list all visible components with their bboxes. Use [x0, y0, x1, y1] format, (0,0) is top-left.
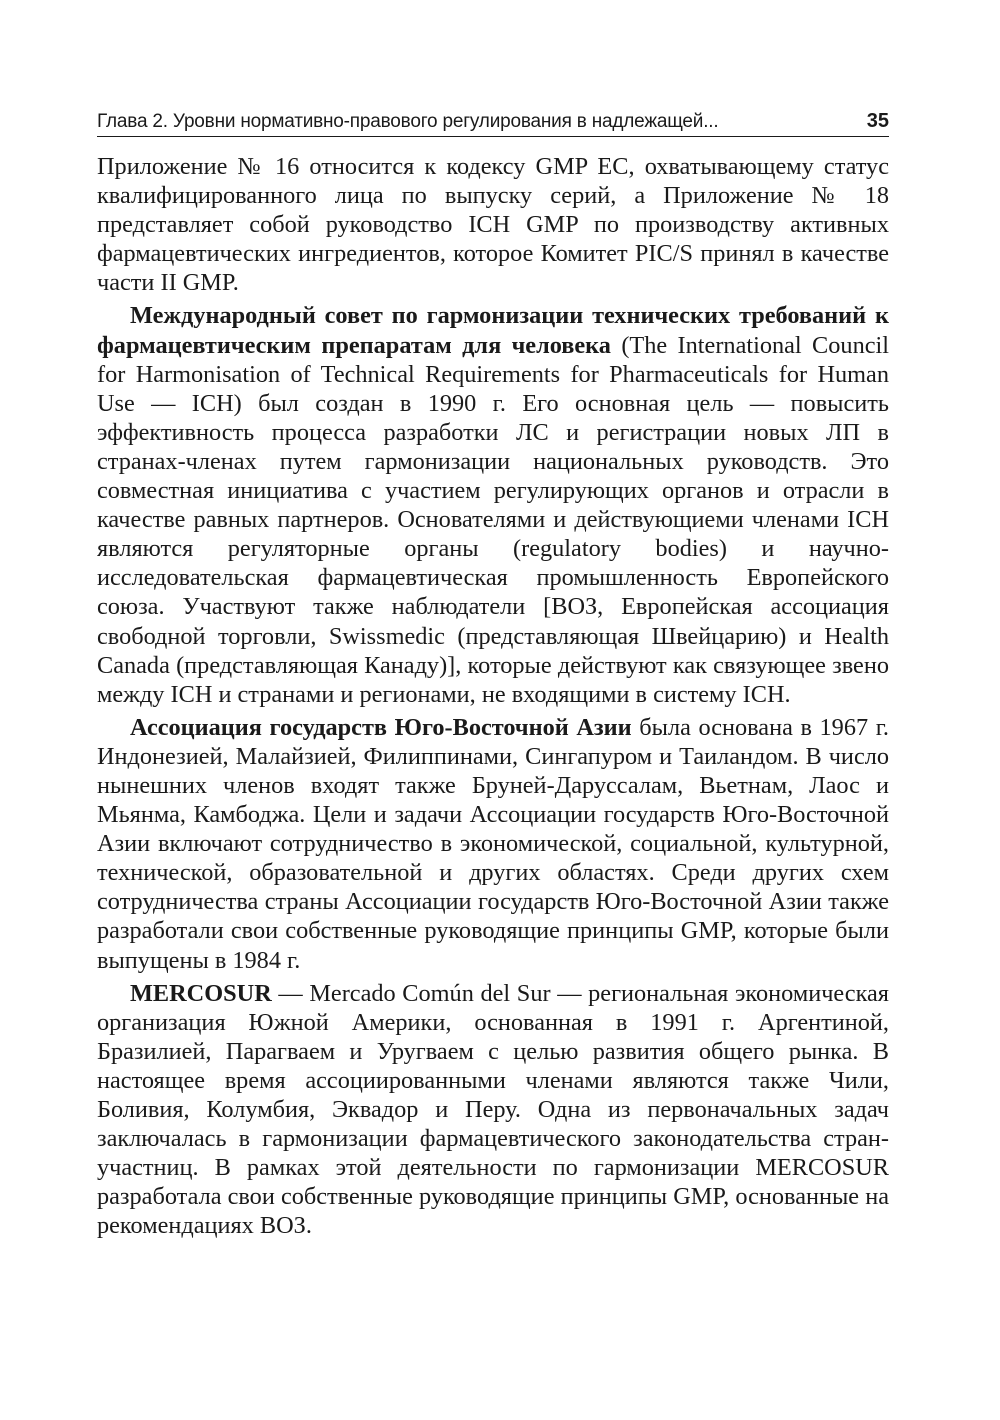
paragraph-annex — [97, 152, 889, 297]
paragraph-text: была основана в 1967 г. Индонезией, Малайзией, Филиппинами, Сингапуром и Таиландом. В число нынешних членов входят также Бруней-Даруссалам, Вьетнам, Лаос и Мьянма, Камбоджа. Цели и задачи Ассоциации государств Юго-Восточной Азии включают сотрудничество в экономической, социальной, культурной, технической, образовательной и других областях. Среди других схем сотрудничества страны Ассоциации государств Юго-Восточной Азии также разработали свои собственные руководящие принципы GMP, которые были выпущены в 1984 г. — [97, 713, 890, 974]
paragraph-lead-term: Международный совет по гармонизации технических требований к фармацевтическим препаратам для человека — [97, 302, 889, 359]
page-number: 35 — [866, 110, 889, 132]
paragraph-mercosur — [97, 979, 889, 1241]
body-text — [97, 152, 889, 1240]
paragraph-lead-term: Ассоциация государств Юго-Восточной Азии — [130, 713, 632, 741]
paragraph-text: (The International Council for Harmonisation of Technical Requirements for Pharmaceuticals for Human Use — ICH) был создан в 1990 г. Его основная цель — повысить эффективность процесса разработки ЛС и регистрации новых ЛП в странах-членах путем гармонизации национальных руководств. Это совместная инициатива с участием регулирующих органов и отрасли в качестве равных партнеров. Основателями и действующиеми членами ICH являются регуляторные органы (regulatory bodies) и научно-исследовательская фармацевтическая промышленность Европейского союза. Участвуют также наблюдатели [ВОЗ, Европейская ассоциация свободной торговли, Swissmedic (представляющая Швейцарию) и Health Canada (представляющая Канаду)], которые действуют как связующее звено между ICH и странами и регионами, не входящими в систему ICH. — [97, 331, 889, 708]
paragraph-asean — [97, 713, 889, 975]
chapter-title: Глава 2. Уровни нормативно-правового регулирования в надлежащей... — [97, 111, 719, 132]
running-head — [97, 101, 889, 133]
paragraph-text: Приложение № 16 относится к кодексу GMP ЕС, охватывающему статус квалифицированного лица по выпуску серий, а Приложение № 18 представляет собой руководство ICH GMP по производству активных фармацевтических ингредиентов, которое Комитет PIC/S принял в качестве части II GMP. — [97, 153, 889, 297]
paragraph-text: — Mercado Común del Sur — региональная экономическая организация Южной Америки, основанная в 1991 г. Аргентиной, Бразилией, Парагваем и Уругваем с целью развития общего рынка. В настоящее время ассоциированными членами являются также Чили, Боливия, Колумбия, Эквадор и Перу. Одна из первоначальных задач заключалась в гармонизации фармацевтического законодательства стран-участниц. В рамках этой деятельности по гармонизации MERCOSUR разработала свои собственные руководящие принципы GMP, основанные на рекомендациях ВОЗ. — [97, 979, 889, 1240]
paragraph-lead-term: MERCOSUR — [130, 979, 272, 1007]
paragraph-ich — [97, 301, 889, 708]
header-divider — [97, 136, 889, 137]
